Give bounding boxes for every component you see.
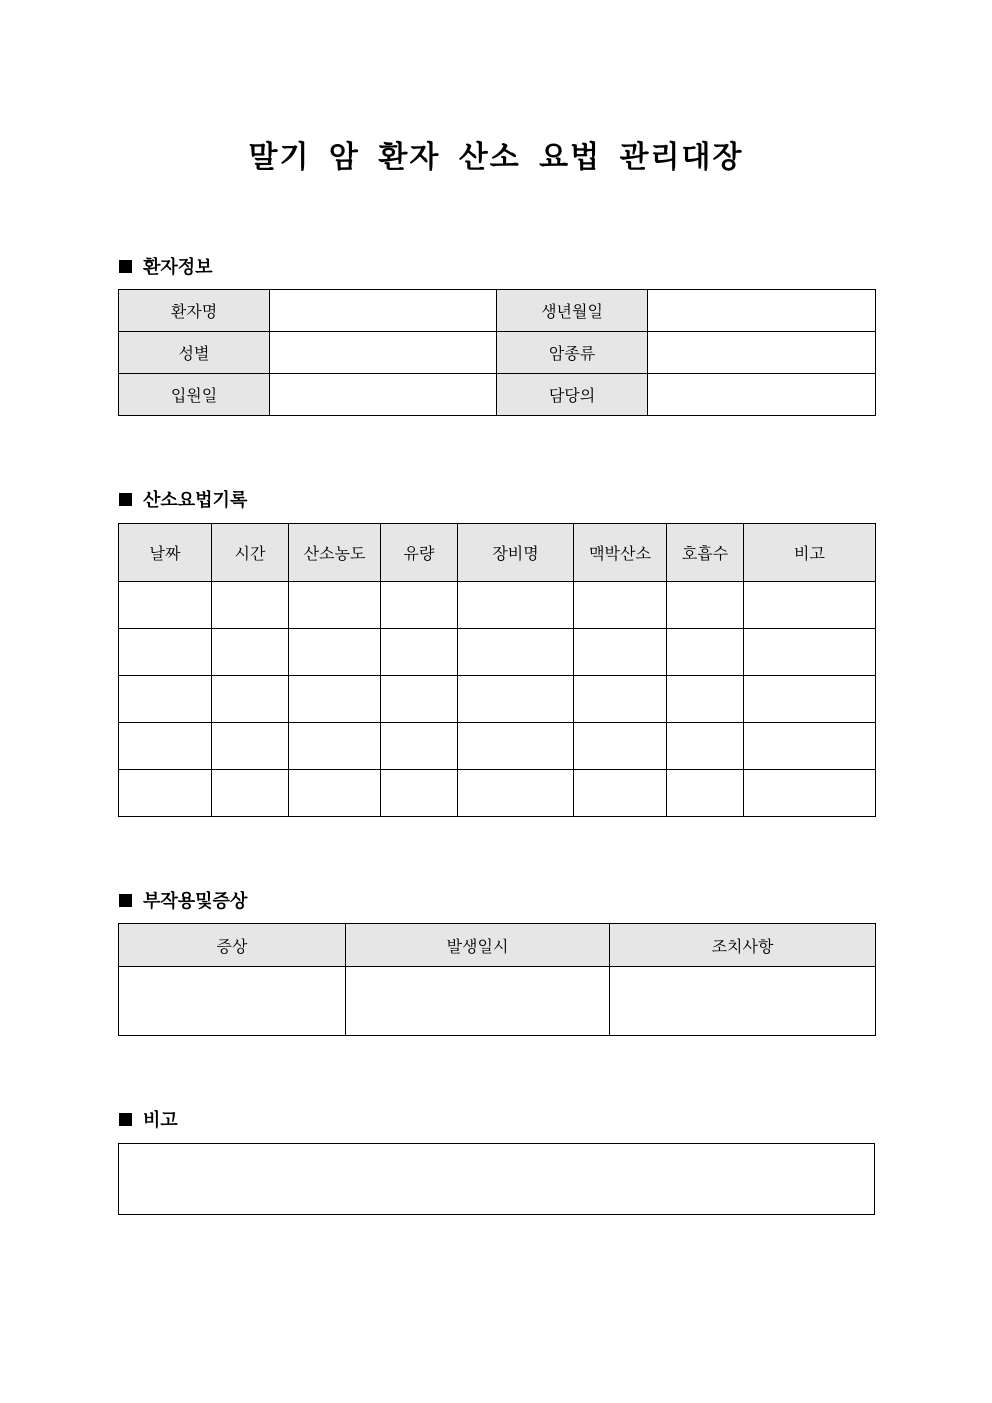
- section-title: 비고: [143, 1110, 178, 1131]
- table-cell[interactable]: [381, 723, 458, 770]
- section-title: 부작용및증상: [143, 891, 248, 912]
- column-header: 발생일시: [346, 924, 610, 967]
- column-header: 날짜: [119, 524, 212, 582]
- square-bullet-icon: [119, 894, 132, 907]
- column-header: 호흡수: [667, 524, 744, 582]
- patient-info-table: [118, 289, 876, 416]
- column-header: 장비명: [458, 524, 574, 582]
- cancer-type-field[interactable]: [648, 332, 876, 374]
- table-cell[interactable]: [289, 723, 381, 770]
- section-heading-patient-info: [119, 253, 213, 279]
- table-cell[interactable]: [574, 629, 667, 676]
- remarks-table: [118, 1143, 875, 1215]
- table-row: [119, 290, 876, 332]
- table-cell[interactable]: [381, 629, 458, 676]
- column-header: 조치사항: [610, 924, 876, 967]
- table-cell[interactable]: [667, 770, 744, 817]
- square-bullet-icon: [119, 1113, 132, 1126]
- table-row: [119, 332, 876, 374]
- table-cell[interactable]: [289, 582, 381, 629]
- column-header: 맥박산소: [574, 524, 667, 582]
- table-row: [119, 629, 876, 676]
- table-cell[interactable]: [212, 582, 289, 629]
- table-cell[interactable]: [119, 770, 212, 817]
- table-cell[interactable]: [119, 676, 212, 723]
- table-cell[interactable]: [458, 723, 574, 770]
- section-heading-side-effects: [119, 887, 247, 913]
- table-cell[interactable]: [574, 582, 667, 629]
- table-cell[interactable]: [458, 629, 574, 676]
- table-row: [119, 374, 876, 416]
- table-cell[interactable]: [119, 967, 346, 1036]
- table-cell[interactable]: [289, 676, 381, 723]
- table-cell[interactable]: [667, 582, 744, 629]
- document-title: 말기 암 환자 산소 요법 관리대장: [248, 140, 744, 175]
- column-header: 증상: [119, 924, 346, 967]
- table-cell[interactable]: [574, 723, 667, 770]
- column-header: 유량: [381, 524, 458, 582]
- column-header: 비고: [744, 524, 876, 582]
- attending-doctor-field[interactable]: [648, 374, 876, 416]
- oxygen-record-table: [118, 523, 876, 817]
- table-cell[interactable]: [744, 770, 876, 817]
- admission-date-label: 입원일: [119, 374, 270, 416]
- table-row: [119, 723, 876, 770]
- table-cell[interactable]: [346, 967, 610, 1036]
- table-row: [119, 967, 876, 1036]
- patient-name-field[interactable]: [270, 290, 497, 332]
- table-cell[interactable]: [381, 770, 458, 817]
- table-cell[interactable]: [212, 770, 289, 817]
- admission-date-field[interactable]: [270, 374, 497, 416]
- birth-date-field[interactable]: [648, 290, 876, 332]
- birth-date-label: 생년월일: [497, 290, 648, 332]
- square-bullet-icon: [119, 260, 132, 273]
- table-cell[interactable]: [744, 723, 876, 770]
- table-cell[interactable]: [667, 676, 744, 723]
- table-header-row: [119, 924, 876, 967]
- patient-name-label: 환자명: [119, 290, 270, 332]
- table-cell[interactable]: [212, 629, 289, 676]
- table-cell[interactable]: [744, 676, 876, 723]
- side-effects-table: [118, 923, 876, 1036]
- table-cell[interactable]: [458, 770, 574, 817]
- table-row: [119, 770, 876, 817]
- table-cell[interactable]: [574, 770, 667, 817]
- table-cell[interactable]: [744, 582, 876, 629]
- table-header-row: [119, 524, 876, 582]
- table-cell[interactable]: [610, 967, 876, 1036]
- table-row: [119, 582, 876, 629]
- table-cell[interactable]: [381, 676, 458, 723]
- table-cell[interactable]: [667, 629, 744, 676]
- column-header: 산소농도: [289, 524, 381, 582]
- square-bullet-icon: [119, 493, 132, 506]
- table-cell[interactable]: [574, 676, 667, 723]
- table-cell[interactable]: [212, 723, 289, 770]
- table-row: [119, 1144, 875, 1215]
- table-cell[interactable]: [381, 582, 458, 629]
- table-cell[interactable]: [744, 629, 876, 676]
- table-cell[interactable]: [289, 770, 381, 817]
- cancer-type-label: 암종류: [497, 332, 648, 374]
- table-cell[interactable]: [667, 723, 744, 770]
- table-cell[interactable]: [119, 629, 212, 676]
- table-cell[interactable]: [289, 629, 381, 676]
- sex-field[interactable]: [270, 332, 497, 374]
- table-row: [119, 676, 876, 723]
- section-heading-remarks: [119, 1106, 178, 1132]
- section-title: 산소요법기록: [143, 490, 248, 511]
- section-title: 환자정보: [143, 257, 213, 278]
- attending-doctor-label: 담당의: [497, 374, 648, 416]
- table-cell[interactable]: [458, 582, 574, 629]
- table-cell[interactable]: [119, 723, 212, 770]
- section-heading-oxygen-record: [119, 486, 247, 512]
- remarks-field[interactable]: [119, 1144, 875, 1215]
- sex-label: 성별: [119, 332, 270, 374]
- table-cell[interactable]: [458, 676, 574, 723]
- table-cell[interactable]: [119, 582, 212, 629]
- table-cell[interactable]: [212, 676, 289, 723]
- column-header: 시간: [212, 524, 289, 582]
